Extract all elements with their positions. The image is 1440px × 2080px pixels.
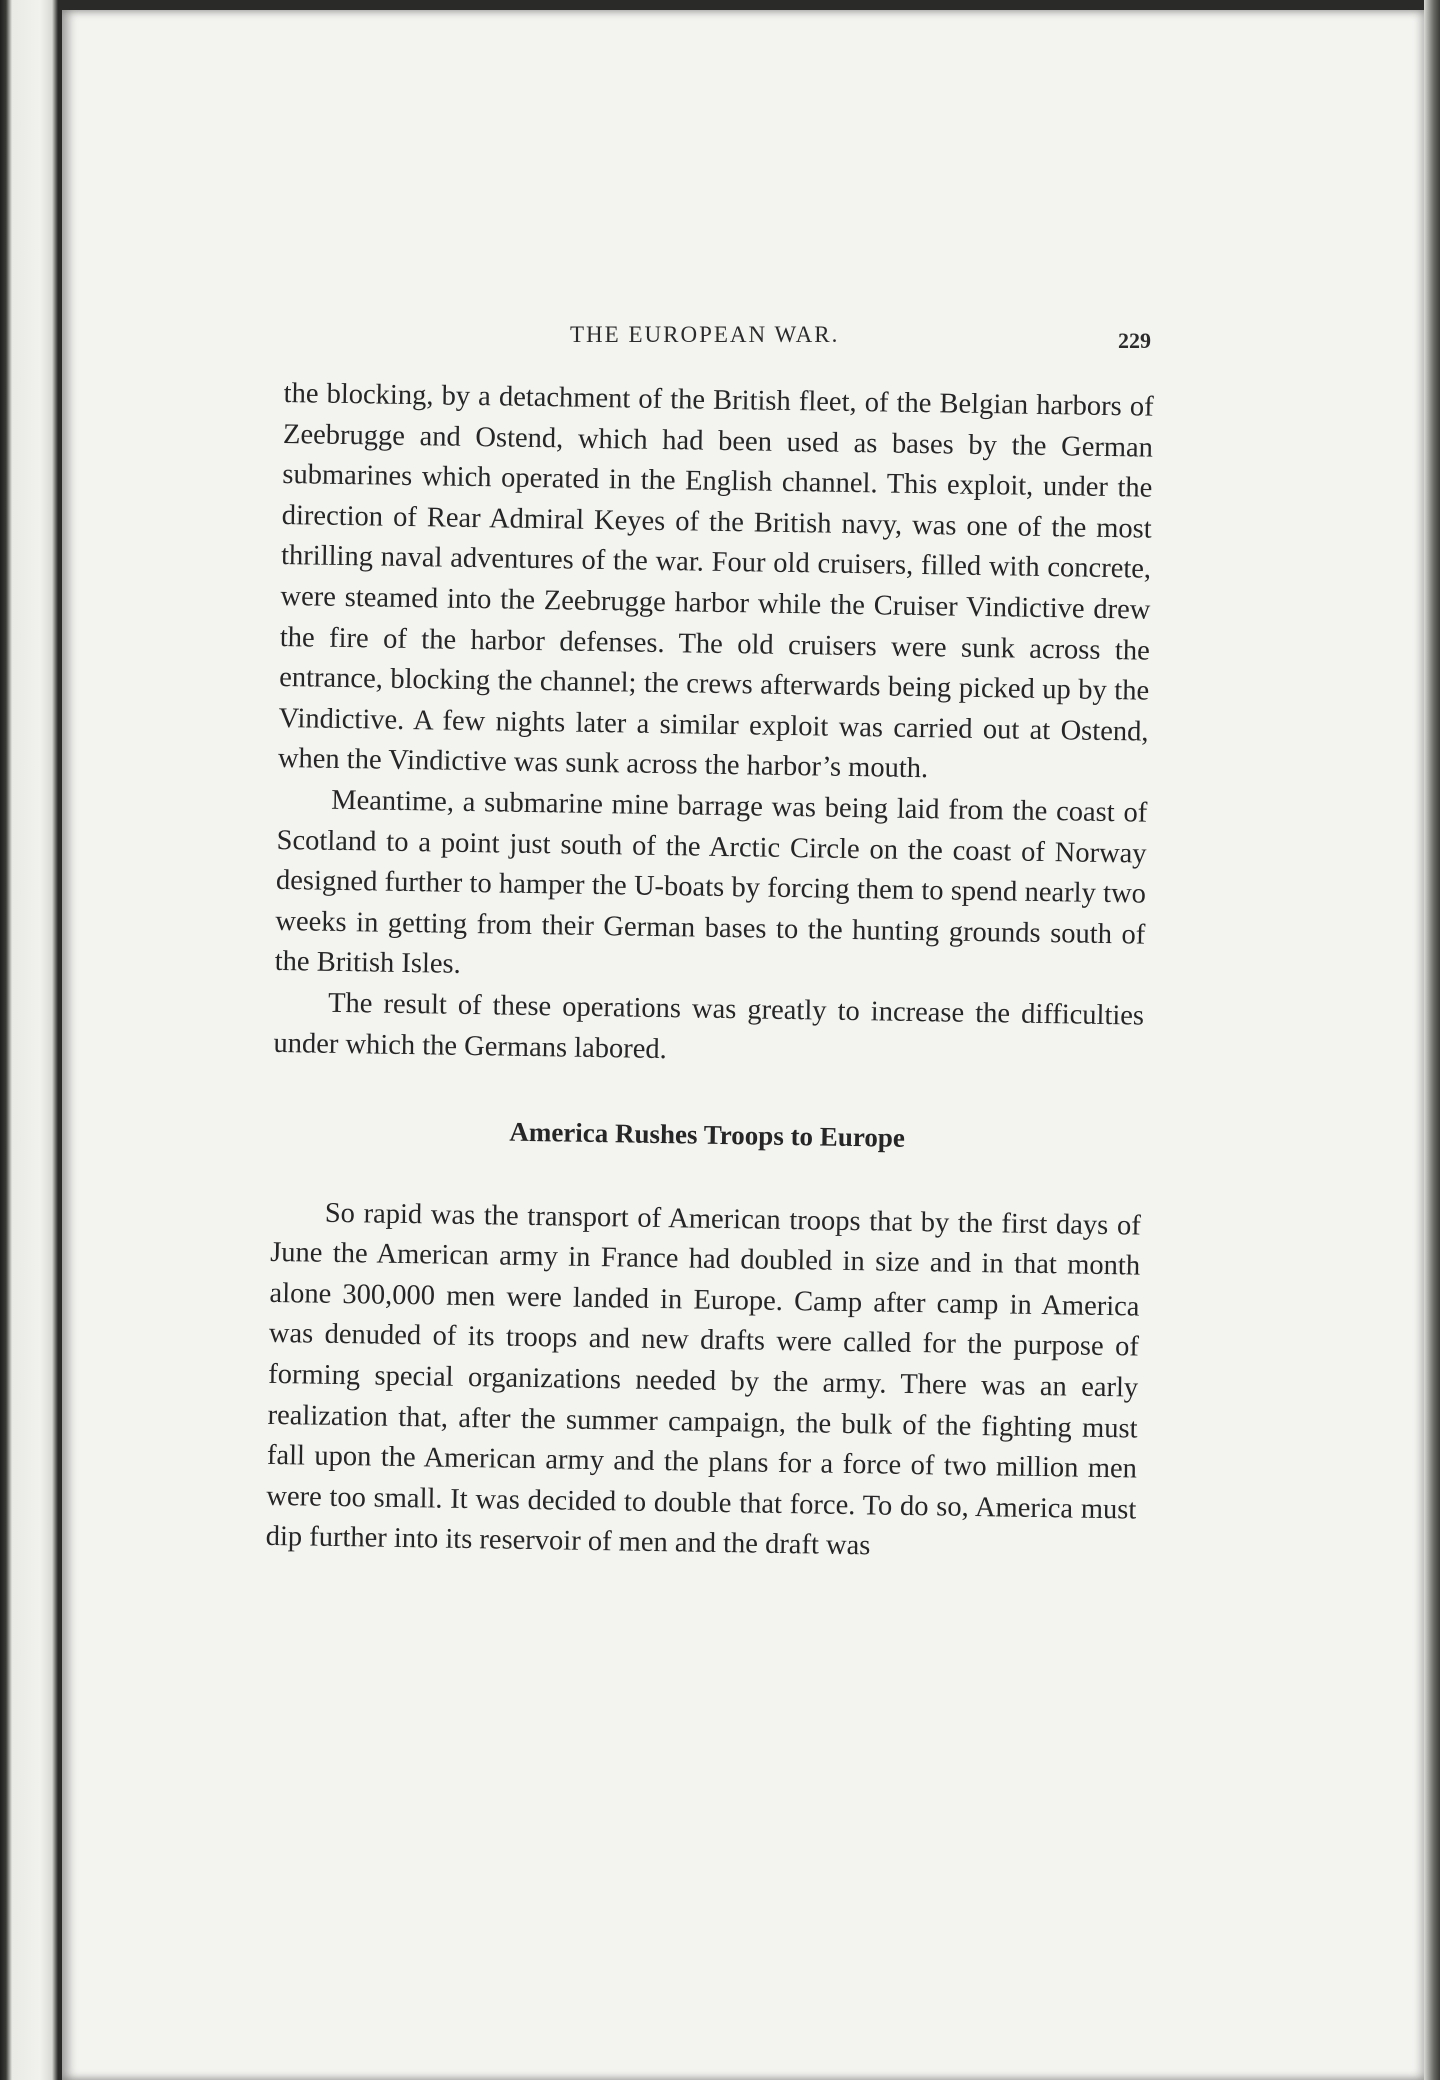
paragraph-result: The result of these operations was greatly to increase the difficulties under which the Germans labored. <box>273 987 1145 1065</box>
section-heading: America Rushes Troops to Europe <box>509 1116 906 1153</box>
running-head: THE EUROPEAN WAR. <box>570 322 840 347</box>
page-right-edge <box>1424 0 1440 2080</box>
page-number: 229 <box>1118 328 1151 353</box>
body-text <box>265 374 1153 1572</box>
page-header <box>290 322 1160 362</box>
previous-page-edge <box>0 0 58 2080</box>
paragraph-mine-barrage: Meantime, a submarine mine barrage was being laid from the coast of Scotland to a point just south of the Arctic Circle on the coast of Norway designed further to hamper the U-boats by forcing them to spend nearly two weeks in getting from their German bases to the hunting grounds south of the British Isles. <box>274 784 1148 981</box>
paragraph-continued: the blocking, by a detachment of the British fleet, of the Belgian harbors of Zeebrugge and Ostend, which had been used as bases by the German submarines which operated in the English channel. This exploit, under the direction of Rear Admiral Keyes of the British navy, was one of the most thrilling naval adventures of the war. Four old cruisers, filled with concrete, were steamed into the Zeebrugge harbor while the Cruiser Vindictive drew the fire of the harbor defenses. The old cruisers were sunk across the entrance, blocking the channel; the crews afterwards being picked up by the Vindictive. A few nights later a similar exploit was carried out at Ostend, when the Vindictive was sunk across the harbor’s mouth. <box>277 377 1154 785</box>
paragraph-american-troops: So rapid was the transport of American troops that by the first days of June the American army in France had doubled in size and in that month alone 300,000 men were landed in Europe. Camp after camp in America was denuded of its troops and new drafts were called for the purpose of forming special organizations needed by the army. There was an early realization that, after the summer campaign, the bulk of the fighting must fall upon the American army and the plans for a force of two million men were too small. It was decided to double that force. To do so, America must dip further into its reservoir of men and the draft was <box>265 1197 1141 1562</box>
